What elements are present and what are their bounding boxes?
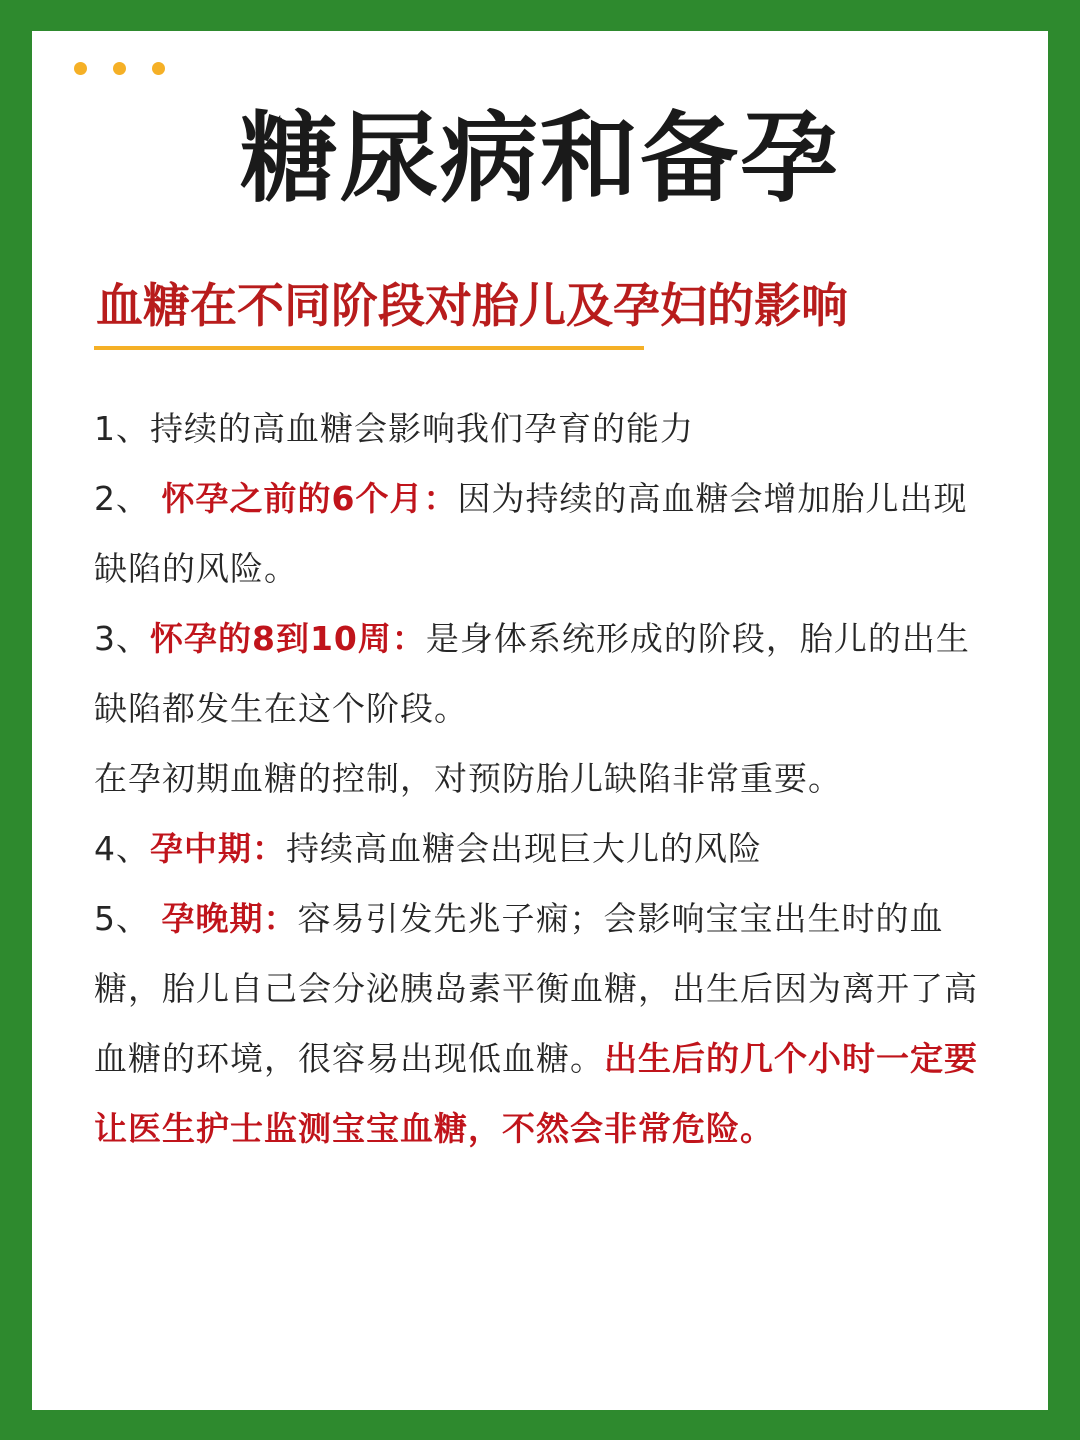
list-item	[94, 464, 986, 604]
list-item	[94, 394, 986, 464]
item-text: 是身体系统形成的阶段，胎儿的出生缺陷都发生在这个阶段。	[94, 619, 970, 728]
item-text: 在孕初期血糖的控制，对预防胎儿缺陷非常重要。	[94, 759, 842, 798]
item-text: 容易引发先兆子痫；会影响宝宝出生时的血糖，胎儿自己会分泌胰岛素平衡血糖，出生后因为离开了高血糖的环境，很容易出现低血糖。	[94, 899, 978, 1078]
item-warning: 出生后的几个小时一定要让医生护士监测宝宝血糖，不然会非常危险。	[94, 1039, 978, 1148]
item-text: 1、持续的高血糖会影响我们孕育的能力	[94, 409, 694, 448]
item-text: 持续高血糖会出现巨大儿的风险	[286, 829, 762, 868]
article-body	[94, 394, 986, 1164]
decorative-dots	[74, 62, 165, 75]
dot-icon	[113, 62, 126, 75]
list-item	[94, 814, 986, 884]
list-item	[94, 744, 986, 814]
item-text: 因为持续的高血糖会增加胎儿出现缺陷的风险。	[94, 479, 968, 588]
item-highlight: 怀孕的8到10周：	[150, 619, 426, 658]
item-number: 2、	[94, 479, 162, 518]
subtitle: 血糖在不同阶段对胎儿及孕妇的影响	[96, 279, 848, 334]
dot-icon	[152, 62, 165, 75]
item-number: 3、	[94, 619, 150, 658]
dot-icon	[74, 62, 87, 75]
list-item	[94, 604, 986, 744]
content-card	[32, 31, 1048, 1410]
subtitle-underline	[94, 346, 644, 350]
item-highlight: 怀孕之前的6个月：	[161, 479, 458, 518]
item-number: 5、	[94, 899, 162, 938]
item-highlight: 孕中期：	[150, 829, 286, 868]
item-highlight: 孕晚期：	[161, 899, 298, 938]
list-item	[94, 884, 986, 1164]
page-title: 糖尿病和备孕	[239, 102, 840, 216]
item-number: 4、	[94, 829, 150, 868]
